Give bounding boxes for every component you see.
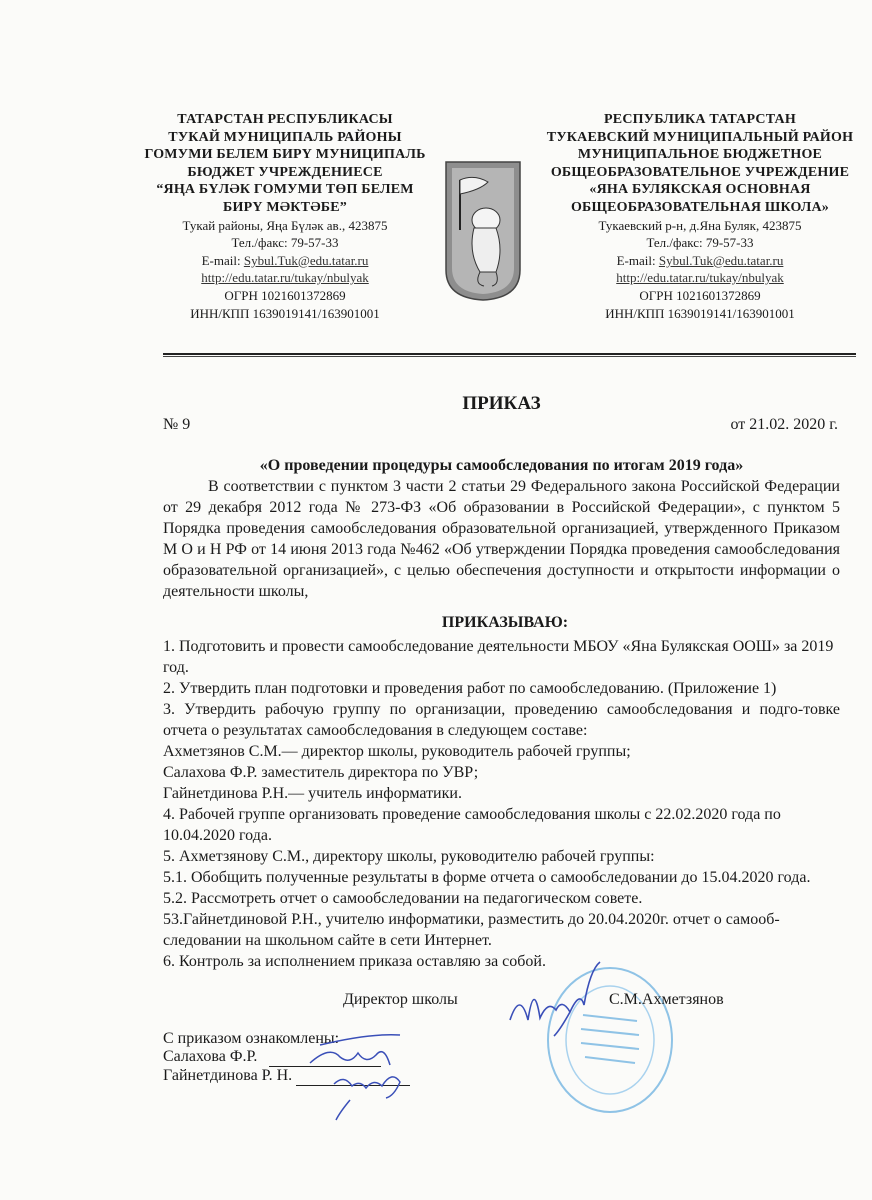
ogrn: ОГРН 1021601372869: [639, 287, 761, 303]
gainetdinova-signature: [330, 1060, 440, 1120]
inn-kpp: ИНН/КПП 1639019141/163901001: [190, 305, 380, 321]
header-line: МУНИЦИПАЛЬНОЕ БЮДЖЕТНОЕ: [577, 147, 823, 163]
website-link[interactable]: http://edu.tatar.ru/tukay/nbulyak: [201, 270, 369, 286]
ack-heading: С приказом ознакомлены:: [163, 1030, 340, 1047]
email-label: E-mail:: [616, 252, 659, 268]
header-line: «ЯНА БУЛЯКСКАЯ ОСНОВНАЯ: [589, 182, 811, 198]
header-line: ГОМУМИ БЕЛЕМ БИРҮ МУНИЦИПАЛЬ: [144, 147, 426, 163]
ack-name: Салахова Ф.Р.: [163, 1048, 258, 1065]
header-line: “ЯҢА БҮЛӘК ГОМУМИ ТӨП БЕЛЕМ: [156, 182, 414, 198]
phone: Тел./факс: 79-57-33: [231, 235, 339, 251]
list-item: 2. Утвердить план подготовки и проведения работ по самообследованию. (Приложение 1): [163, 680, 777, 697]
coat-of-arms-emblem: [444, 160, 522, 300]
order-subject: «О проведении процедуры самообследования по итогам 2019 года»: [259, 457, 744, 474]
list-item: 3. Утвердить рабочую группу по организации, проведению самообследования и подго-товке отчета о результатах самообследования в следующем составе:: [163, 701, 840, 739]
phone: Тел./факс: 79-57-33: [646, 235, 754, 251]
orders-list: [163, 636, 840, 972]
address: Тукай районы, Яңа Бүләк ав., 423875: [182, 217, 388, 233]
header-line: ТАТАРСТАН РЕСПУБЛИКАСЫ: [177, 112, 393, 127]
list-item: Гайнетдинова Р.Н.— учитель информатики.: [163, 785, 462, 802]
director-name: С.М.Ахметзянов: [609, 991, 724, 1008]
ogrn: ОГРН 1021601372869: [224, 287, 346, 303]
list-item: 6. Контроль за исполнением приказа оставляю за собой.: [163, 953, 546, 970]
list-item: 1. Подготовить и провести самообследование деятельности МБОУ «Яна Булякская ООШ» за 2019 год.: [163, 638, 834, 676]
header-line: БЮДЖЕТ УЧРЕЖДЕНИЕСЕ: [187, 164, 383, 180]
list-item: 4. Рабочей группе организовать проведение самообследования школы с 22.02.2020 года по 10.04.2020 года.: [163, 806, 781, 844]
email-label: E-mail:: [201, 252, 244, 268]
ack-name: Гайнетдинова Р. Н.: [163, 1067, 293, 1084]
header-line: ОБЩЕОБРАЗОВАТЕЛЬНОЕ УЧРЕЖДЕНИЕ: [550, 164, 850, 180]
email-link[interactable]: Sybul.Tuk@edu.tatar.ru: [658, 252, 784, 268]
list-item: 5.2. Рассмотреть отчет о самообследовании на педагогическом совете.: [163, 890, 643, 907]
header-line: ТУКАЙ МУНИЦИПАЛЬ РАЙОНЫ: [168, 129, 402, 145]
header-line: ОБЩЕОБРАЗОВАТЕЛЬНАЯ ШКОЛА»: [570, 199, 830, 215]
list-item: 5.1. Обобщить полученные результаты в форме отчета о самообследовании до 15.04.2020 года.: [163, 869, 811, 886]
header-line: БИРҮ МӘКТӘБЕ”: [223, 199, 347, 215]
document-title: ПРИКАЗ: [462, 393, 541, 414]
header-divider: [163, 353, 856, 357]
orders-heading: ПРИКАЗЫВАЮ:: [441, 614, 569, 631]
preamble-paragraph: В соответствии с пунктом 3 части 2 статьи 29 Федерального закона Российской Федерации от 29 декабря 2012 года № 273-ФЗ «Об образовании в Российской Федерации», с пунктом 5 Порядка проведения самообследования образовательной организацией, утвержденного Приказом М О и Н РФ от 14 июня 2013 года №462 «Об утверждении Порядка проведения самообследования образовательной организацией», с целью обеспечения доступности и открытости информации о деятельности школы,: [163, 478, 840, 600]
header-right-russian: [540, 111, 860, 322]
list-item: 53.Гайнетдиновой Р.Н., учителю информатики, разместить до 20.04.2020г. отчет о самооб-следовании на школьном сайте в сети Интернет.: [163, 911, 780, 949]
address: Тукаевский р-н, д.Яна Буляк, 423875: [598, 217, 802, 233]
header-line: РЕСПУБЛИКА ТАТАРСТАН: [604, 112, 796, 127]
inn-kpp: ИНН/КПП 1639019141/163901001: [605, 305, 795, 321]
list-item: Ахметзянов С.М.— директор школы, руководитель рабочей группы;: [163, 743, 631, 760]
email-link[interactable]: Sybul.Tuk@edu.tatar.ru: [243, 252, 369, 268]
list-item: 5. Ахметзянову С.М., директору школы, руководителю рабочей группы:: [163, 848, 655, 865]
list-item: Салахова Ф.Р. заместитель директора по УВР;: [163, 764, 479, 781]
acknowledgement-block: [163, 1030, 840, 1086]
header-left-tatar: [140, 111, 430, 322]
director-signature: [500, 960, 610, 1040]
website-link[interactable]: http://edu.tatar.ru/tukay/nbulyak: [616, 270, 784, 286]
header-line: ТУКАЕВСКИЙ МУНИЦИПАЛЬНЫЙ РАЙОН: [546, 129, 854, 145]
order-number: № 9: [163, 416, 191, 433]
director-label: Директор школы: [343, 991, 458, 1008]
order-date: от 21.02. 2020 г.: [730, 416, 838, 433]
